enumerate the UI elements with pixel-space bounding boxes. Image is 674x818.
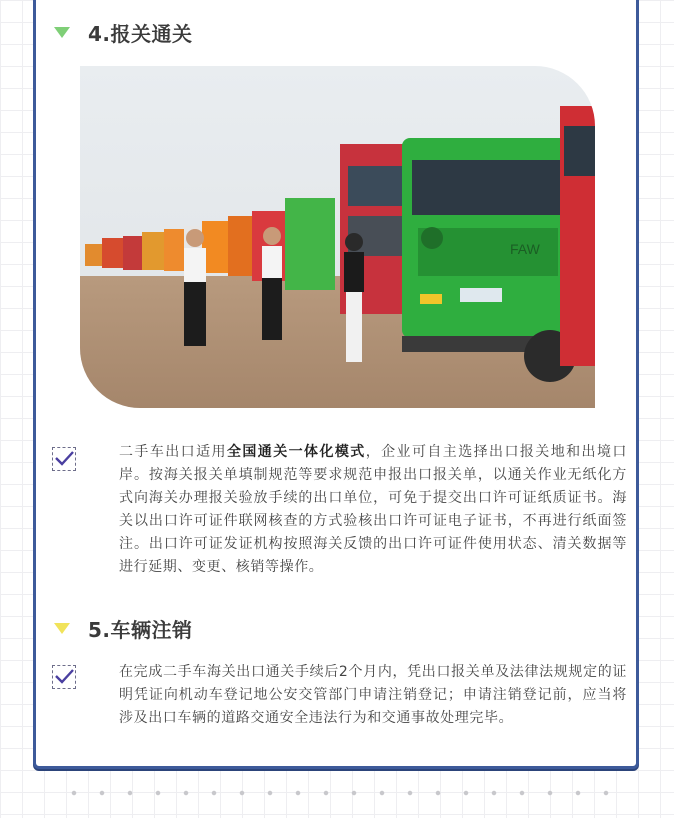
checkmark-box-icon xyxy=(52,665,76,689)
truck-badge-text: FAW xyxy=(510,241,540,257)
triangle-bullet-icon xyxy=(54,27,70,38)
section-4-heading xyxy=(54,18,193,47)
para-bold-text: 全国通关一体化模式 xyxy=(226,444,366,460)
para-text-rest: ，企业可自主选择出口报关地和出境口岸。按海关报关单填制规范等要求规范申报出口报关单，以通关作业无纸化方式向海关办理报关验放手续的出口单位，可免于提交出口许可证纸质证书。海关以出口许可证件联网核查的方式验核出口许可证电子证书，不再进行纸面签注。出口许可证发证机构按照海关反馈的出口许可证件使用状态、清关数据等进行延期、变更、核销等操作。 xyxy=(119,444,627,575)
checkmark-box-icon xyxy=(52,447,76,471)
section-4-title: 4.报关通关 xyxy=(88,22,193,46)
truck-lineup-photo xyxy=(80,66,595,408)
dot-divider xyxy=(60,789,620,797)
section-5-paragraph: 在完成二手车海关出口通关手续后2个月内，凭出口报关单及法律法规规定的证明凭证向机动车登记地公安交管部门申请注销登记；申请注销登记前，应当将涉及出口车辆的道路交通安全违法行为和交通事故处理完毕。 xyxy=(119,664,627,726)
section-5-heading xyxy=(54,614,193,643)
section-4-paragraph xyxy=(119,441,627,579)
section-5-title: 5.车辆注销 xyxy=(88,618,193,642)
triangle-bullet-icon xyxy=(54,623,70,634)
para-text: 二手车出口适用 xyxy=(119,444,227,460)
